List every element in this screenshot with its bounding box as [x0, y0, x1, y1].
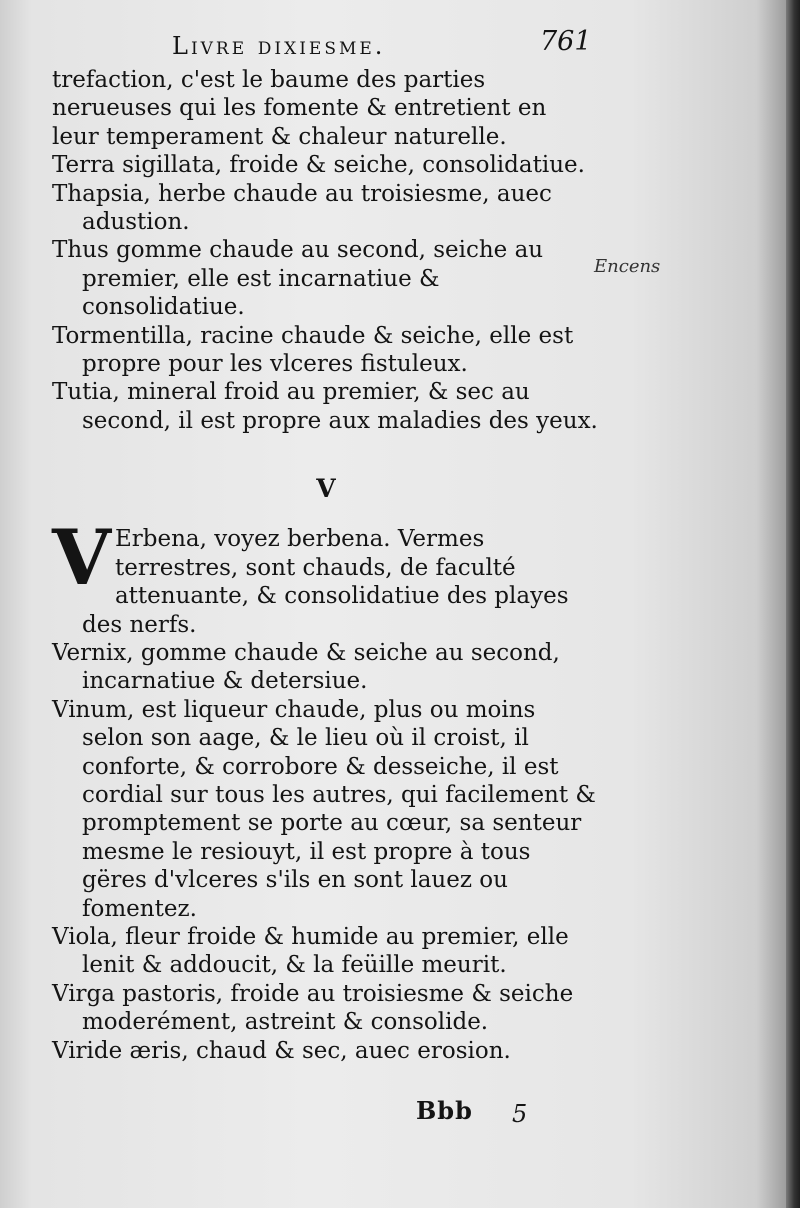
section-heading: V: [316, 474, 336, 504]
signature-number: 5: [512, 1100, 528, 1128]
page-edge-shadow: [786, 0, 800, 1208]
running-title: Livre dixiesme.: [172, 32, 386, 60]
entry-continuation: trefaction, c'est le baume des parties nerueuses qui les fomente & entretient en leur temperament & chaleur naturelle.: [52, 67, 547, 150]
entry-virga-pastoris: Virga pastoris, froide au troisiesme & seiche moderément, astreint & consolide.: [52, 980, 574, 1036]
entry-thapsia: Thapsia, herbe chaude au troisiesme, auec adustion.: [52, 180, 552, 236]
entry-verbena: [52, 513, 600, 639]
entry-viola: Viola, fleur froide & humide au premier, elle lenit & addoucit, & la feüille meurit.: [52, 923, 569, 979]
entry-viride-aeris: Viride æris, chaud & sec, auec erosion.: [52, 1037, 511, 1064]
entry-tutia: Tutia, mineral froid au premier, & sec au second, il est propre aux maladies des yeux.: [52, 379, 598, 434]
entry-vinum: Vinum, est liqueur chaude, plus ou moins selon son aage, & le lieu où il croist, il conforte, & corrobore & desseiche, il est cordial sur tous les autres, qui facilement & promptement se porte au cœur, sa senteur mesme le resiouyt, il est propre à tous gëres d'vlceres s'ils en sont lauez ou fomentez.: [52, 696, 596, 922]
entry-vernix: Vernix, gomme chaude & seiche au second, incarnatiue & detersiue.: [52, 639, 560, 695]
entry-verbena-text: Erbena, voyez berbena. Vermes terrestres, sont chauds, de faculté attenuante, & consolidatiue des playes des nerfs.: [82, 526, 569, 638]
handwritten-marginalia: Encens: [594, 256, 661, 277]
drop-cap-letter: V: [52, 513, 111, 603]
signature-mark: Bbb: [416, 1096, 473, 1125]
page-number: 761: [540, 26, 592, 57]
entry-tormentilla: Tormentilla, racine chaude & seiche, elle est propre pour les vlceres fistuleux.: [52, 322, 574, 378]
entry-thus: Thus gomme chaude au second, seiche au premier, elle est incarnatiue & consolidatiue.: [52, 237, 544, 321]
entry-terra-sigillata: Terra sigillata, froide & seiche, consolidatiue.: [52, 152, 585, 179]
text-body: [52, 66, 600, 1065]
